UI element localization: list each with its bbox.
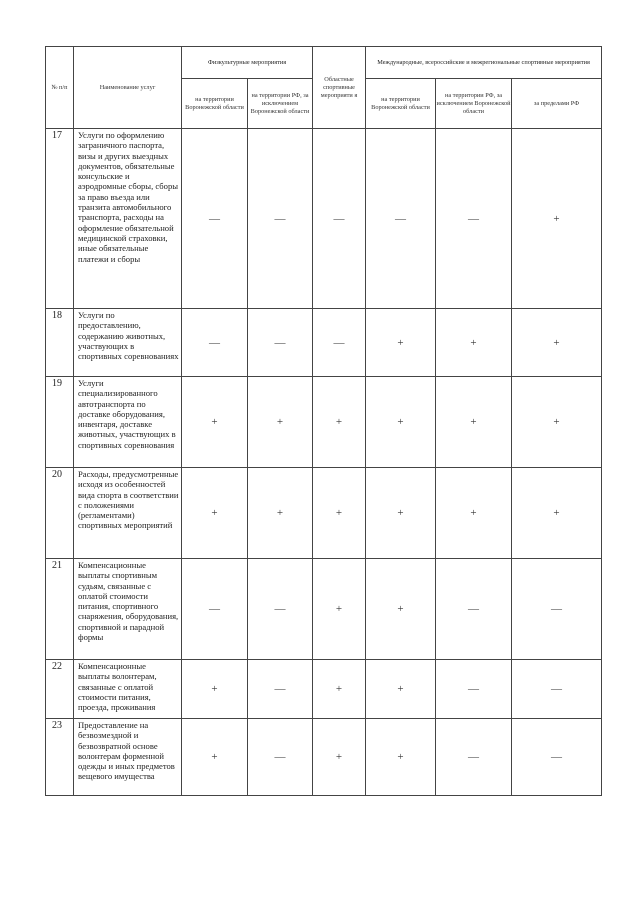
mark-cell: + xyxy=(313,468,366,559)
row-service-name: Компенсационные выплаты спортивным судьям, связанные с оплатой стоимости питания, спортивного снаряжения, оборудования, спортивной и парадной формы xyxy=(74,559,182,660)
mark-cell: + xyxy=(313,559,366,660)
mark-cell: + xyxy=(366,377,436,468)
mark-cell: + xyxy=(182,660,248,719)
header-group-international: Международные, всероссийские и межрегиональные спортивные мероприятия xyxy=(366,47,602,79)
row-number: 19 xyxy=(46,377,74,468)
row-number: 21 xyxy=(46,559,74,660)
mark-cell: + xyxy=(512,129,602,309)
row-number: 18 xyxy=(46,309,74,377)
mark-cell: — xyxy=(182,559,248,660)
table-row xyxy=(46,719,602,796)
row-service-name: Услуги по предоставлению, содержанию животных, участвующих в спортивных соревнованиях xyxy=(74,309,182,377)
table-row xyxy=(46,377,602,468)
mark-cell: + xyxy=(436,309,512,377)
row-service-name: Услуги по оформлению заграничного паспорта, визы и других выездных документов, обязательные консульские и аэродромные сборы, сборы за право въезда или транзита автомобильного транспорта, расходы на оформление обязательной медицинской страховки, иные обязательные платежи и сборы xyxy=(74,129,182,309)
header-regional-events: Областные спортивные мероприяти я xyxy=(313,47,366,129)
mark-cell: — xyxy=(248,719,313,796)
header-group-physical: Физкультурные мероприятия xyxy=(182,47,313,79)
row-service-name: Предоставление на безвозмездной и безвозвратной основе волонтерам форменной одежды и иных предметов вещевого имущества xyxy=(74,719,182,796)
mark-cell: + xyxy=(182,468,248,559)
row-number: 22 xyxy=(46,660,74,719)
mark-cell: — xyxy=(313,129,366,309)
mark-cell: + xyxy=(436,468,512,559)
mark-cell: — xyxy=(366,129,436,309)
mark-cell: — xyxy=(182,129,248,309)
mark-cell: + xyxy=(313,660,366,719)
row-service-name: Расходы, предусмотренные исходя из особенностей вида спорта в соответствии с положениями (регламентами) спортивных мероприятий xyxy=(74,468,182,559)
mark-cell: + xyxy=(366,468,436,559)
mark-cell: — xyxy=(436,129,512,309)
mark-cell: + xyxy=(182,719,248,796)
row-number: 17 xyxy=(46,129,74,309)
header-intl-russia: на территории РФ, за исключением Воронежской области xyxy=(436,79,512,129)
mark-cell: + xyxy=(366,660,436,719)
header-service-name: Наименование услуг xyxy=(74,47,182,129)
header-number: № п/п xyxy=(46,47,74,129)
mark-cell: + xyxy=(366,559,436,660)
mark-cell: — xyxy=(313,309,366,377)
table-row xyxy=(46,129,602,309)
mark-cell: + xyxy=(436,377,512,468)
mark-cell: — xyxy=(512,559,602,660)
table-row xyxy=(46,660,602,719)
row-service-name: Компенсационные выплаты волонтерам, связанные с оплатой стоимости питания, проезда, проживания xyxy=(74,660,182,719)
mark-cell: — xyxy=(436,660,512,719)
mark-cell: — xyxy=(248,129,313,309)
mark-cell: + xyxy=(512,468,602,559)
row-number: 23 xyxy=(46,719,74,796)
services-table xyxy=(45,46,602,796)
mark-cell: — xyxy=(248,309,313,377)
mark-cell: + xyxy=(366,309,436,377)
mark-cell: — xyxy=(436,559,512,660)
mark-cell: + xyxy=(248,468,313,559)
mark-cell: — xyxy=(512,719,602,796)
mark-cell: — xyxy=(248,559,313,660)
mark-cell: + xyxy=(512,377,602,468)
mark-cell: + xyxy=(182,377,248,468)
mark-cell: — xyxy=(436,719,512,796)
mark-cell: + xyxy=(248,377,313,468)
mark-cell: + xyxy=(313,377,366,468)
header-phys-russia: на территории РФ, за исключением Воронежской области xyxy=(248,79,313,129)
mark-cell: + xyxy=(512,309,602,377)
mark-cell: — xyxy=(512,660,602,719)
table-row xyxy=(46,468,602,559)
mark-cell: — xyxy=(182,309,248,377)
header-intl-voronezh: на территории Воронежской области xyxy=(366,79,436,129)
header-intl-abroad: за пределами РФ xyxy=(512,79,602,129)
header-phys-voronezh: на территории Воронежской области xyxy=(182,79,248,129)
mark-cell: + xyxy=(366,719,436,796)
mark-cell: — xyxy=(248,660,313,719)
table-row xyxy=(46,559,602,660)
row-service-name: Услуги специализированного автотранспорта по доставке оборудования, инвентаря, доставке животных, участвующих в спортивных соревнования xyxy=(74,377,182,468)
row-number: 20 xyxy=(46,468,74,559)
table-row xyxy=(46,309,602,377)
mark-cell: + xyxy=(313,719,366,796)
